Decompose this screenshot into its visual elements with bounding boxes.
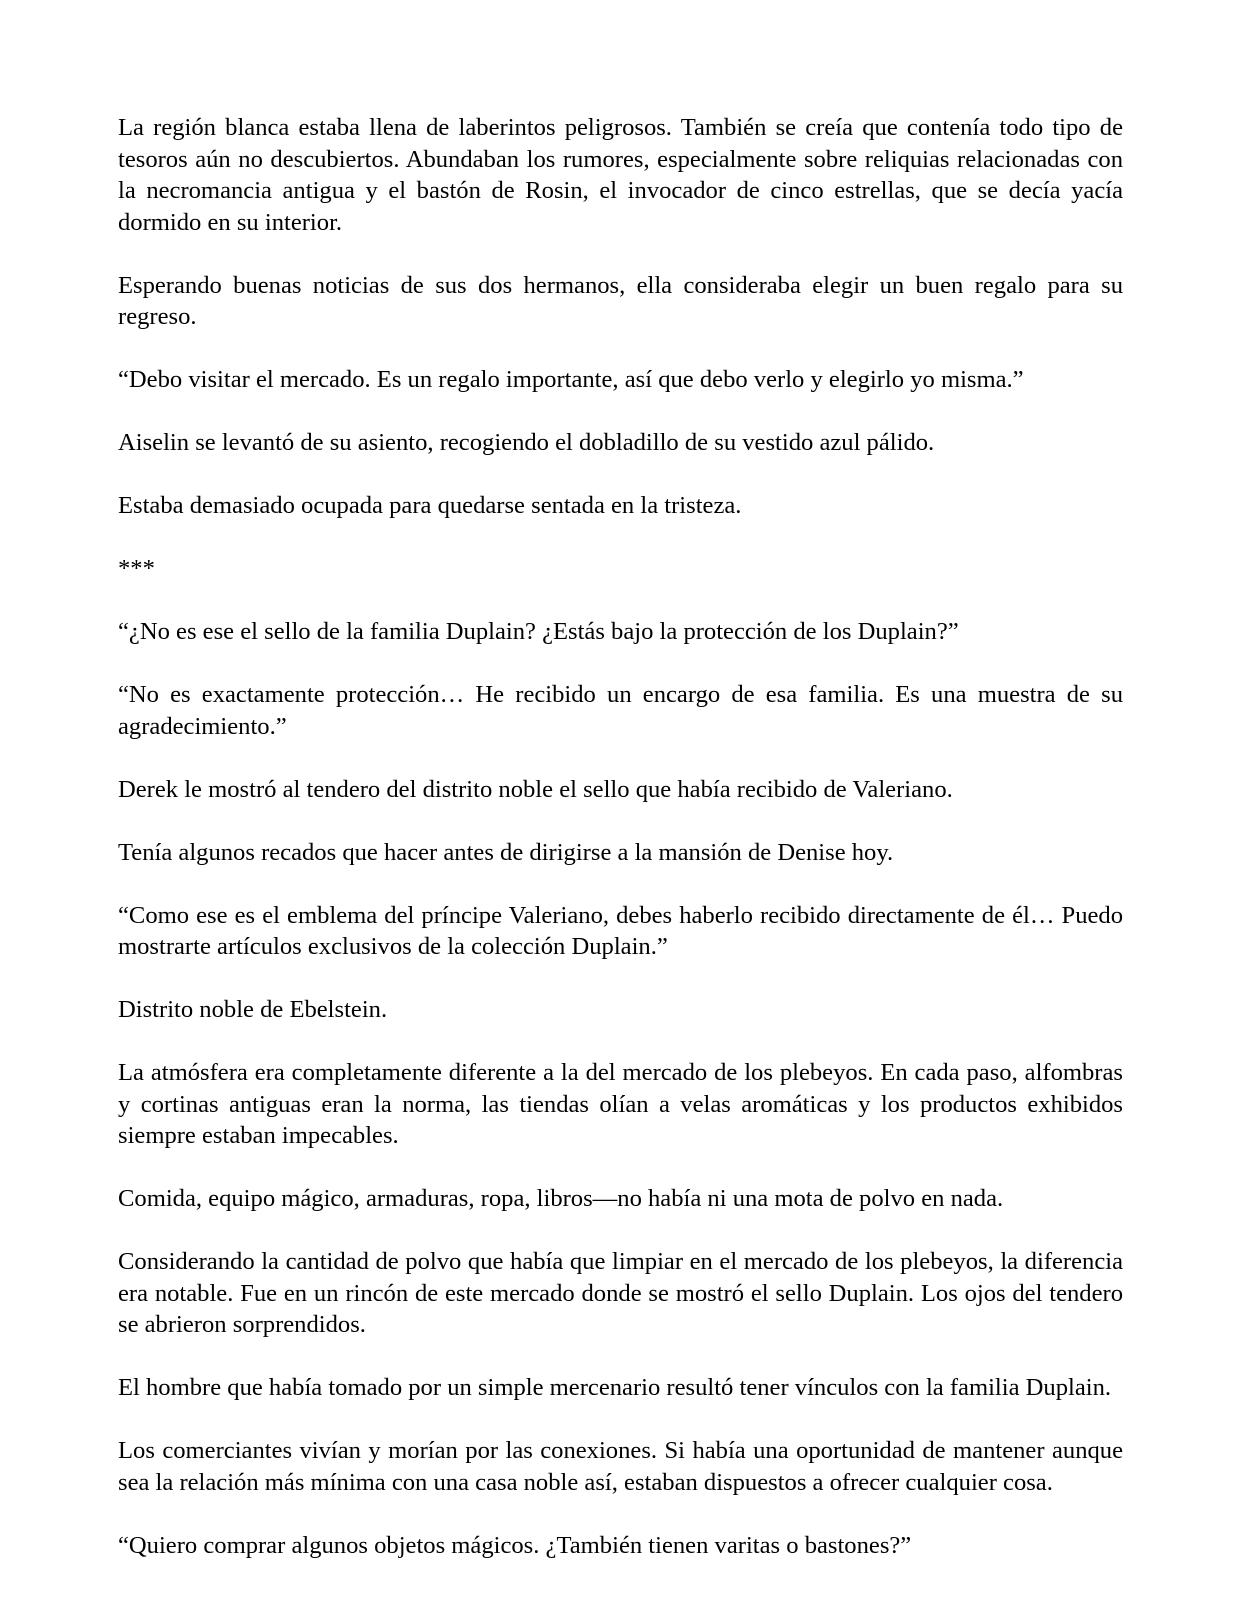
paragraph-comida-equipo: Comida, equipo mágico, armaduras, ropa, libros—no había ni una mota de polvo en nada. xyxy=(118,1185,1004,1212)
paragraph-objetos-magicos: “Quiero comprar algunos objetos mágicos. ¿También tienen varitas o bastones?” xyxy=(118,1531,912,1559)
paragraph-considerando-polvo: Considerando la cantidad de polvo que había que limpiar en el mercado de los plebeyos, la diferencia era notable. Fue en un rincón de este mercado donde se mostró el sello Duplain. Los ojos del tendero se abrieron sorprendidos. xyxy=(118,1248,1123,1338)
paragraph-atmosfera: La atmósfera era completamente diferente a la del mercado de los plebeyos. En cada paso, alfombras y cortinas antiguas eran la norma, las tiendas olían a velas aromáticas y los productos exhibidos siempre estaban impecables. xyxy=(118,1059,1123,1149)
paragraph-demasiado-ocupada: Estaba demasiado ocupada para quedarse sentada en la tristeza. xyxy=(118,492,742,519)
paragraph-recados: Tenía algunos recados que hacer antes de dirigirse a la mansión de Denise hoy. xyxy=(118,838,894,866)
paragraph-region-blanca: La región blanca estaba llena de laberintos peligrosos. También se creía que contenía todo tipo de tesoros aún no descubiertos. Abundaban los rumores, especialmente sobre reliquias relacionadas con la necromancia antigua y el bastón de Rosin, el invocador de cinco estrellas, que se decía yacía dormido en su interior. xyxy=(118,114,1123,236)
paragraph-buenas-noticias: Esperando buenas noticias de sus dos hermanos, ella consideraba elegir un buen regalo para su regreso. xyxy=(118,271,1123,330)
paragraph-sello-duplain: “¿No es ese el sello de la familia Duplain? ¿Estás bajo la protección de los Duplain?” xyxy=(118,618,959,645)
paragraph-comerciantes: Los comerciantes vivían y morían por las conexiones. Si había una oportunidad de mantener aunque sea la relación más mínima con una casa noble así, estaban dispuestos a ofrecer cualquier cosa. xyxy=(118,1437,1123,1496)
scene-break: *** xyxy=(118,555,155,582)
paragraph-distrito-noble: Distrito noble de Ebelstein. xyxy=(118,996,388,1023)
paragraph-aiselin-levanto: Aiselin se levantó de su asiento, recogiendo el dobladillo de su vestido azul pálido. xyxy=(118,429,935,456)
document-page xyxy=(118,112,1123,1561)
paragraph-emblema-principe: “Como ese es el emblema del príncipe Valeriano, debes haberlo recibido directamente de él… Puedo mostrarte artículos exclusivos de la colección Duplain.” xyxy=(118,901,1123,960)
paragraph-hombre-mercenario: El hombre que había tomado por un simple mercenario resultó tener vínculos con la familia Duplain. xyxy=(118,1374,1112,1401)
paragraph-derek-mostro: Derek le mostró al tendero del distrito noble el sello que había recibido de Valeriano. xyxy=(118,775,953,803)
paragraph-visitar-mercado: “Debo visitar el mercado. Es un regalo importante, así que debo verlo y elegirlo yo misma.” xyxy=(118,366,1024,393)
paragraph-no-es-proteccion: “No es exactamente protección… He recibido un encargo de esa familia. Es una muestra de su agradecimiento.” xyxy=(118,681,1123,740)
